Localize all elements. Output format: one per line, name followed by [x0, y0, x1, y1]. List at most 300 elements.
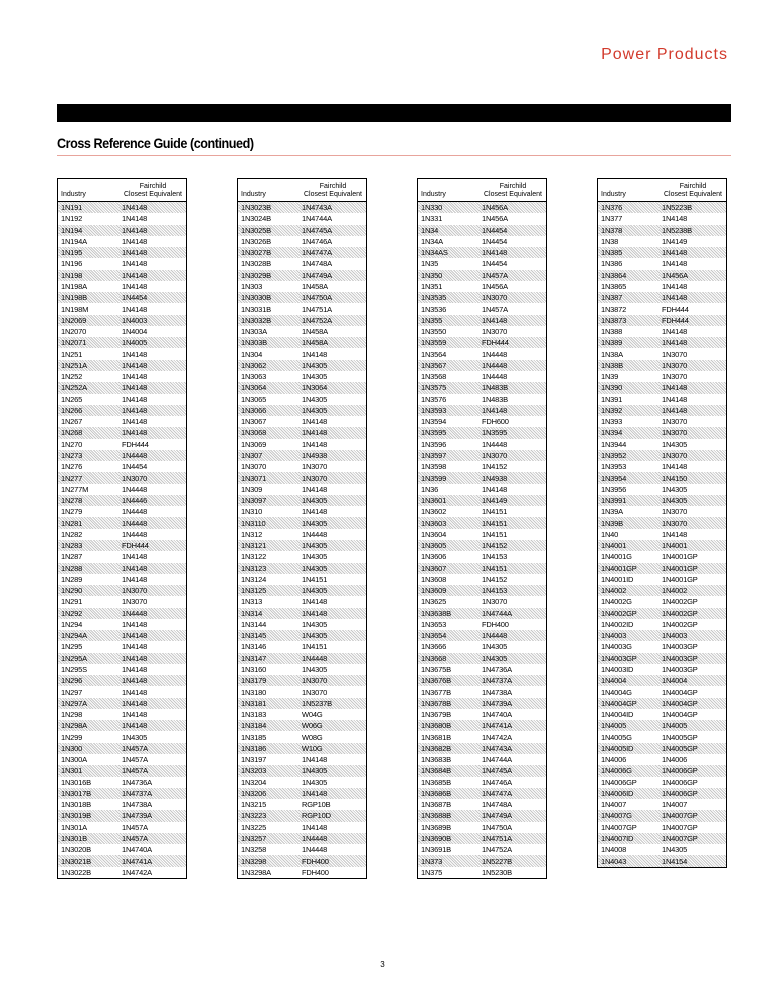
industry-part-cell: 1N3596 [421, 439, 447, 449]
industry-part-cell: 1N300A [61, 755, 87, 765]
industry-part-cell: 1N4001GP [598, 563, 660, 574]
industry-part-cell: 1N4003G [601, 642, 632, 652]
industry-part-cell: 1N3953 [601, 462, 627, 472]
fairchild-part-cell: 1N4148 [299, 427, 367, 438]
table-row [58, 258, 187, 269]
industry-part-cell: 1N392 [598, 405, 660, 416]
fairchild-part-cell: 1N5237B [299, 698, 367, 709]
industry-part-cell: 1N273 [58, 450, 120, 461]
industry-part-cell: 1N196 [61, 259, 83, 269]
table-row [418, 653, 547, 664]
table-row [238, 754, 367, 765]
fairchild-part-cell: 1N4148 [122, 552, 148, 562]
industry-part-cell: 1N3597 [418, 450, 480, 461]
table-row [238, 495, 367, 506]
table-row [598, 551, 727, 562]
table-row [238, 855, 367, 866]
table-row [58, 236, 187, 247]
fairchild-part-cell: 1N4746A [302, 236, 332, 246]
fairchild-part-cell: 1N4152 [482, 574, 508, 584]
table-row [418, 495, 547, 506]
table-row [58, 529, 187, 540]
table-row [58, 427, 187, 438]
table-row [238, 394, 367, 405]
table-row [58, 551, 187, 562]
table-row [418, 777, 547, 788]
table-row [418, 371, 547, 382]
industry-part-cell: 1N299 [61, 732, 83, 742]
table-row [238, 540, 367, 551]
industry-part-cell: 1N34 [418, 225, 480, 236]
industry-part-cell: 1N3097 [238, 495, 300, 506]
cross-reference-table-1 [57, 178, 187, 879]
table-row [58, 461, 187, 472]
fairchild-part-cell: 1N4148 [119, 720, 187, 731]
table-row [598, 416, 727, 427]
industry-part-cell: 1N297 [61, 687, 83, 697]
table-row [58, 450, 187, 461]
fairchild-part-cell: 1N4747A [479, 788, 547, 799]
industry-part-cell: 1N34A [421, 236, 443, 246]
table-row [238, 517, 367, 528]
fairchild-part-cell: 1N4004GP [659, 698, 727, 709]
table-row [598, 450, 727, 461]
industry-part-cell: 1N3019B [58, 810, 120, 821]
fairchild-part-cell: 1N4744A [479, 608, 547, 619]
industry-part-cell: 1N4003 [598, 630, 660, 641]
fairchild-part-cell: 1N4148 [302, 755, 328, 765]
table-row [418, 416, 547, 427]
fairchild-part-cell: 1N4305 [479, 653, 547, 664]
industry-part-cell: 1N301 [58, 765, 120, 776]
table-row [238, 484, 367, 495]
table-row [418, 608, 547, 619]
fairchild-part-cell: 1N4454 [482, 236, 508, 246]
industry-part-cell: 1N389 [598, 337, 660, 348]
fairchild-part-cell: 1N4005GP [662, 732, 698, 742]
fairchild-part-cell: 1N4148 [122, 372, 148, 382]
fairchild-part-cell: 1N457A [119, 833, 187, 844]
industry-part-cell: 1N3124 [241, 574, 267, 584]
industry-part-cell: 1N391 [601, 394, 623, 404]
industry-part-cell: 1N3680B [418, 720, 480, 731]
industry-part-cell: 1N3535 [418, 292, 480, 303]
table-row [58, 664, 187, 675]
industry-part-cell: 1N3110 [238, 517, 300, 528]
fairchild-part-cell: 1N4305 [122, 732, 148, 742]
fairchild-part-cell: 1N457A [122, 755, 148, 765]
industry-part-cell: 1N300 [58, 743, 120, 754]
fairchild-part-cell: 1N4007 [662, 800, 688, 810]
fairchild-part-cell: 1N4148 [662, 327, 688, 337]
industry-part-cell: 1N4043 [598, 855, 660, 867]
fairchild-part-cell: 1N4752A [299, 315, 367, 326]
fairchild-part-cell: 1N4151 [479, 517, 547, 528]
table-row [598, 292, 727, 303]
fairchild-part-cell: 1N4749A [299, 270, 367, 281]
fairchild-part-cell: 1N4148 [302, 507, 328, 517]
industry-part-cell: 1N3160 [241, 665, 267, 675]
industry-part-cell: 1N3027B [238, 247, 300, 258]
table-row [418, 213, 547, 224]
industry-part-cell: 1N198B [58, 292, 120, 303]
fairchild-part-cell: 1N4740A [122, 845, 152, 855]
table-row [58, 517, 187, 528]
table-row [418, 844, 547, 855]
fairchild-part-cell: 1N4743A [299, 202, 367, 214]
table-row [418, 315, 547, 326]
industry-part-cell: 1N3609 [418, 585, 480, 596]
industry-part-cell: 1N298 [61, 710, 83, 720]
table-row [58, 574, 187, 585]
industry-part-cell: 1N355 [418, 315, 480, 326]
industry-part-cell: 1N194 [58, 225, 120, 236]
fairchild-part-cell: 1N4305 [302, 777, 328, 787]
industry-part-cell: 1N3070 [241, 462, 267, 472]
fairchild-part-cell: 1N4148 [122, 417, 148, 427]
fairchild-part-cell: 1N4148 [479, 247, 547, 258]
fairchild-part-cell: 1N4148 [482, 484, 508, 494]
table-row [418, 630, 547, 641]
fairchild-part-cell: 1N4448 [122, 529, 148, 539]
fairchild-part-cell: 1N457A [122, 822, 148, 832]
fairchild-part-cell: 1N3070 [119, 585, 187, 596]
fairchild-part-cell: 1N4938 [479, 472, 547, 483]
industry-part-cell: 1N3686B [418, 788, 480, 799]
industry-part-cell: 1N191 [58, 202, 120, 214]
table-row [598, 360, 727, 371]
table-row [418, 517, 547, 528]
industry-part-cell: 1N3608 [421, 574, 447, 584]
fairchild-part-cell: 1N4454 [482, 259, 508, 269]
industry-part-cell: 1N251A [58, 360, 120, 371]
fairchild-part-cell: 1N4737A [479, 675, 547, 686]
table-row [238, 382, 367, 393]
industry-part-cell: 1N39 [601, 372, 619, 382]
table-row [598, 777, 727, 788]
table-row [598, 382, 727, 393]
industry-part-cell: 1N34AS [418, 247, 480, 258]
industry-part-cell: 1N304 [241, 349, 263, 359]
industry-part-cell: 1N301B [58, 833, 120, 844]
industry-part-cell: 1N4007 [601, 800, 627, 810]
fairchild-part-cell: 1N4148 [119, 202, 187, 214]
industry-part-cell: 1N3145 [238, 630, 300, 641]
table-row [598, 731, 727, 742]
industry-part-cell: 1N3144 [241, 619, 267, 629]
table-row [598, 247, 727, 258]
industry-part-cell: 1N313 [241, 597, 263, 607]
table-row [418, 540, 547, 551]
table-row [418, 337, 547, 348]
table-row [58, 810, 187, 821]
table-row [58, 653, 187, 664]
industry-part-cell: 1N198M [61, 304, 89, 314]
table-row [238, 686, 367, 697]
table-row [598, 799, 727, 810]
table-row [418, 202, 547, 214]
table-row [238, 247, 367, 258]
fairchild-part-cell: 1N4149 [479, 495, 547, 506]
fairchild-part-cell: 1N4005 [119, 337, 187, 348]
title-rule [57, 155, 731, 156]
industry-part-cell: 1N4002G [601, 597, 632, 607]
table-row [418, 664, 547, 675]
industry-part-cell: 1N3865 [601, 281, 627, 291]
industry-part-cell: 1N38B [598, 360, 660, 371]
fairchild-part-cell: 1N4305 [662, 439, 688, 449]
table-row [58, 675, 187, 686]
table-row [238, 563, 367, 574]
fairchild-part-cell: 1N456A [482, 281, 508, 291]
table-row [238, 765, 367, 776]
industry-part-cell: 1N393 [601, 417, 623, 427]
fairchild-part-cell: 1N456A [659, 270, 727, 281]
table-row [418, 619, 547, 630]
industry-part-cell: 1N266 [58, 405, 120, 416]
fairchild-part-cell: FDH400 [482, 619, 509, 629]
table-row [58, 337, 187, 348]
table-row [238, 619, 367, 630]
fairchild-part-cell: 1N3070 [662, 349, 688, 359]
table-row [58, 292, 187, 303]
industry-part-cell: 1N289 [61, 574, 83, 584]
table-row [238, 709, 367, 720]
fairchild-part-cell: W10G [299, 743, 367, 754]
industry-part-cell: 1N4004GP [598, 698, 660, 709]
industry-part-cell: 1N3180 [241, 687, 267, 697]
industry-part-cell: 1N4006GP [601, 777, 637, 787]
cross-reference-table-3 [417, 178, 547, 879]
fairchild-part-cell: 1N4148 [659, 405, 727, 416]
fairchild-part-cell: 1N4004 [122, 327, 148, 337]
table-row [238, 337, 367, 348]
industry-part-cell: 1N3065 [241, 394, 267, 404]
table-row [238, 405, 367, 416]
industry-part-cell: 1N252 [61, 372, 83, 382]
fairchild-part-cell: 1N4003 [119, 315, 187, 326]
table-row [598, 484, 727, 495]
fairchild-part-cell: 1N4149 [662, 236, 688, 246]
fairchild-part-cell: 1N4151 [482, 507, 508, 517]
fairchild-part-cell: 1N4154 [659, 855, 727, 867]
industry-part-cell: 1N295A [58, 653, 120, 664]
industry-part-cell: 1N330 [418, 202, 480, 214]
industry-part-cell: 1N3204 [241, 777, 267, 787]
fairchild-part-cell: 1N4448 [482, 349, 508, 359]
fairchild-part-cell: 1N4007GP [662, 822, 698, 832]
table-row [598, 371, 727, 382]
fairchild-part-cell: 1N4744A [302, 214, 332, 224]
fairchild-part-cell: 1N4148 [122, 574, 148, 584]
industry-part-cell: 1N35 [421, 259, 439, 269]
industry-part-cell: 1N4006ID [598, 788, 660, 799]
industry-part-cell: 1N3638B [418, 608, 480, 619]
fairchild-part-cell: 1N3070 [479, 450, 547, 461]
fairchild-part-cell: 1N4148 [119, 360, 187, 371]
table-row [238, 867, 367, 879]
industry-part-cell: 1N4001ID [601, 574, 634, 584]
industry-part-cell: 1N3147 [238, 653, 300, 664]
table-row [238, 630, 367, 641]
table-row [58, 641, 187, 652]
table-row [418, 810, 547, 821]
table-row [238, 427, 367, 438]
industry-part-cell: 1N297A [58, 698, 120, 709]
table-row [238, 585, 367, 596]
table-row [238, 551, 367, 562]
fairchild-part-cell: 1N4448 [119, 608, 187, 619]
table-row [598, 743, 727, 754]
industry-part-cell: 1N3186 [238, 743, 300, 754]
table-row [598, 472, 727, 483]
fairchild-part-cell: 1N4938 [299, 450, 367, 461]
table-row [418, 563, 547, 574]
fairchild-part-cell: 1N4148 [662, 394, 688, 404]
fairchild-part-cell: 1N457A [479, 270, 547, 281]
fairchild-part-cell: 1N4448 [302, 845, 328, 855]
fairchild-part-cell: 1N4739A [479, 698, 547, 709]
industry-part-cell: 1N276 [61, 462, 83, 472]
table-row [58, 596, 187, 607]
fairchild-part-cell: 1N4148 [302, 597, 328, 607]
table-row [598, 698, 727, 709]
fairchild-part-cell: 1N4007GP [659, 810, 727, 821]
table-row [58, 867, 187, 879]
fairchild-part-cell: 1N4736A [122, 777, 152, 787]
fairchild-part-cell: 1N4752A [482, 845, 512, 855]
industry-part-cell: 1N3125 [238, 585, 300, 596]
industry-part-cell: 1N3688B [418, 810, 480, 821]
table-row [418, 281, 547, 292]
industry-part-cell: 1N3062 [238, 360, 300, 371]
fairchild-part-cell: 1N4148 [122, 214, 148, 224]
fairchild-part-cell: 1N4742A [122, 867, 152, 877]
fairchild-part-cell: 1N4305 [659, 495, 727, 506]
industry-part-cell: 1N3954 [598, 472, 660, 483]
industry-part-cell: 1N3181 [238, 698, 300, 709]
table-row [238, 653, 367, 664]
fairchild-part-cell: 1N4748A [482, 800, 512, 810]
industry-part-cell: 1N3071 [238, 472, 300, 483]
industry-part-cell: 1N282 [61, 529, 83, 539]
fairchild-part-cell: 1N4148 [299, 608, 367, 619]
table-row [58, 281, 187, 292]
industry-part-cell: 1N3020B [61, 845, 91, 855]
fairchild-part-cell: 1N4148 [299, 788, 367, 799]
fairchild-part-cell: 1N4148 [662, 281, 688, 291]
fairchild-part-cell: 1N4750A [482, 822, 512, 832]
fairchild-part-cell: 1N4751A [479, 833, 547, 844]
fairchild-part-cell: 1N4305 [299, 540, 367, 551]
table-row [598, 810, 727, 821]
industry-part-cell: 1N3601 [418, 495, 480, 506]
fairchild-part-cell: 1N4151 [302, 642, 328, 652]
industry-part-cell: 1N3991 [598, 495, 660, 506]
table-row [598, 788, 727, 799]
table-row [238, 450, 367, 461]
table-row [58, 225, 187, 236]
fairchild-part-cell: 1N3070 [299, 675, 367, 686]
table-row [238, 270, 367, 281]
table-row [598, 585, 727, 596]
industry-part-cell: 1N4003ID [601, 665, 634, 675]
fairchild-part-cell: 1N4448 [482, 372, 508, 382]
fairchild-part-cell: 1N4148 [659, 292, 727, 303]
industry-part-cell: 1N3689B [421, 822, 451, 832]
industry-part-cell: 1N267 [61, 417, 83, 427]
fairchild-part-cell: 1N4148 [122, 259, 148, 269]
fairchild-part-cell: 1N457A [119, 765, 187, 776]
table-row [238, 608, 367, 619]
fairchild-part-cell: 1N4003GP [662, 642, 698, 652]
industry-part-cell: 1N3029B [238, 270, 300, 281]
fairchild-part-cell: 1N4454 [122, 462, 148, 472]
fairchild-part-cell: 1N4148 [122, 687, 148, 697]
table-row [238, 720, 367, 731]
industry-part-cell: 1N277 [58, 472, 120, 483]
fairchild-part-cell: 1N458A [302, 281, 328, 291]
industry-part-cell: 1N3602 [421, 507, 447, 517]
table-row [598, 754, 727, 765]
industry-part-cell: 1N3682B [418, 743, 480, 754]
industry-part-cell: 1N3604 [421, 529, 447, 539]
table-row [418, 731, 547, 742]
fairchild-part-cell: 1N3064 [299, 382, 367, 393]
table-row [238, 213, 367, 224]
fairchild-part-cell: 1N4148 [122, 642, 148, 652]
industry-part-cell: 1N3146 [241, 642, 267, 652]
fairchild-part-cell: 1N4148 [659, 337, 727, 348]
fairchild-part-cell: 1N4448 [482, 439, 508, 449]
fairchild-part-cell: 1N4148 [662, 462, 688, 472]
fairchild-part-cell: FDH444 [122, 439, 149, 449]
fairchild-part-cell: 1N4148 [479, 405, 547, 416]
table-row [58, 506, 187, 517]
fairchild-part-cell: 1N483B [479, 382, 547, 393]
industry-part-cell: 1N303 [241, 281, 263, 291]
table-row [238, 202, 367, 214]
industry-part-cell: 1N283 [58, 540, 120, 551]
fairchild-part-cell: 1N4748A [302, 259, 332, 269]
industry-part-cell: 1N2069 [58, 315, 120, 326]
industry-part-cell: 1N279 [61, 507, 83, 517]
table-row [238, 472, 367, 483]
table-row [58, 799, 187, 810]
table-row [598, 495, 727, 506]
fairchild-header: Fairchild Closest Equivalent [299, 179, 367, 202]
fairchild-part-cell: 1N4003GP [662, 665, 698, 675]
cross-reference-table-4 [597, 178, 727, 868]
fairchild-part-cell: 1N4004GP [662, 710, 698, 720]
industry-part-cell: 1N3022B [61, 867, 91, 877]
table-row [58, 608, 187, 619]
industry-part-cell: 1N3030B [238, 292, 300, 303]
industry-part-cell: 1N4007G [598, 810, 660, 821]
header-bar [57, 104, 731, 122]
industry-part-cell: 1N2071 [58, 337, 120, 348]
fairchild-header: Fairchild Closest Equivalent [479, 179, 547, 202]
fairchild-part-cell: 1N4152 [479, 540, 547, 551]
fairchild-part-cell: 1N3595 [479, 427, 547, 438]
table-row [58, 315, 187, 326]
fairchild-part-cell: 1N4305 [299, 585, 367, 596]
fairchild-part-cell: 1N4148 [122, 394, 148, 404]
industry-part-cell: 1N3598 [421, 462, 447, 472]
fairchild-part-cell: 1N4005 [659, 720, 727, 731]
fairchild-part-cell: 1N4002GP [662, 597, 698, 607]
industry-part-cell: 1N3685B [421, 777, 451, 787]
